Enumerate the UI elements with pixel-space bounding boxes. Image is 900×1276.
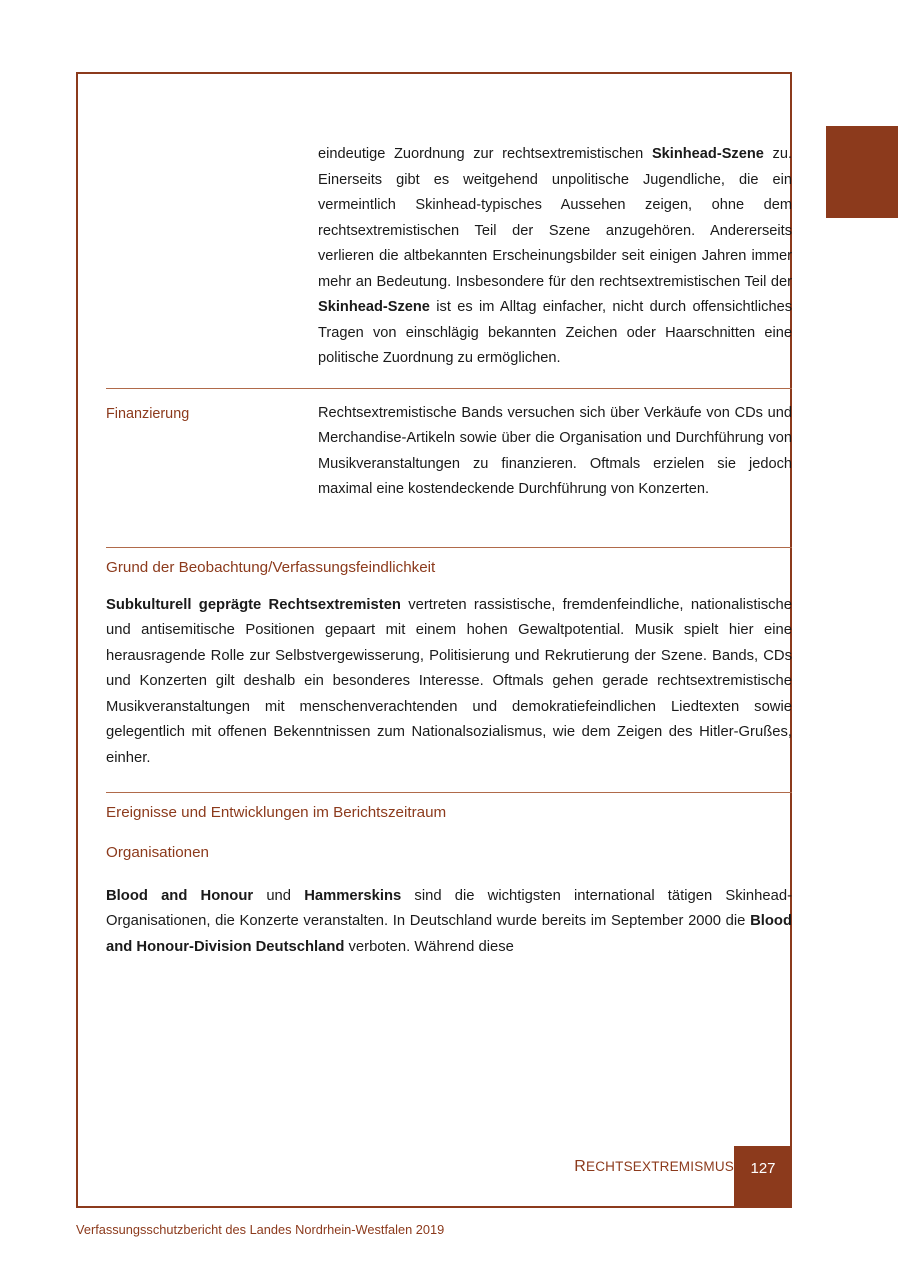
corner-accent-block xyxy=(826,126,898,218)
page-number-badge xyxy=(734,1146,792,1208)
top-paragraph xyxy=(318,142,792,372)
top-paragraph-part2: zu. Einerseits gibt es weitgehend unpolitische Jugendliche, die ein vermeintlich Skinhead-typisches Aussehen zeigen, ohne dem rechtsextremistischen Teil der Szene anzugehören. Andererseits verlieren die altbekannten Erscheinungsbilder seit einigen Jahren immer mehr an Bedeutung. Insbesondere für den rechtsextremistischen Teil der xyxy=(318,146,792,290)
grund-paragraph-rest: vertreten rassistische, fremdenfeindliche, nationalistische und antisemitische Positionen gepaart mit einem hohen Gewaltpotential. Musik spielt hier eine herausragende Rolle zur Selbstvergewisserung, Politisierung und Rekrutierung der Szene. Bands, CDs und Konzerten gilt deshalb ein besonderes Interesse. Oftmals gehen gerade rechtsextremistische Musikveranstaltungen mit menschenverachtenden und demokratiefeindlichen Liedtexten sowie gelegentlich mit offenen Bekenntnissen zum Nationalsozialismus, wie dem Zeigen des Hitler-Grußes, einher. xyxy=(106,596,792,767)
grund-heading: Grund der Beobachtung/Verfassungsfeindlichkeit xyxy=(106,558,436,576)
org-bold-division-deutschland: Blood and Honour-Division Deutschland xyxy=(106,913,792,955)
finanzierung-block xyxy=(106,401,792,503)
top-paragraph-part3: ist es im Alltag einfacher, nicht durch offensichtliches Tragen von einschlägig bekannten Zeichen oder Haarschnitten eine politische Zuordnung zu ermöglichen. xyxy=(318,299,792,366)
top-paragraph-bold2: Skinhead-Szene xyxy=(318,299,430,315)
report-footer-note: Verfassungsschutzbericht des Landes Nordrhein-Westfalen 2019 xyxy=(76,1222,445,1237)
top-paragraph-bold1: Skinhead-Szene xyxy=(651,146,764,162)
org-mid1: und xyxy=(253,887,305,904)
chapter-footer-label xyxy=(106,1158,734,1176)
ereignisse-heading: Ereignisse und Entwicklungen im Berichtszeitraum xyxy=(106,803,447,821)
page-number: 127 xyxy=(750,1160,776,1177)
org-bold-blood-and-honour: Blood and Honour xyxy=(106,887,254,904)
organisationen-paragraph xyxy=(106,884,792,961)
finanzierung-label: Finanzierung xyxy=(106,405,190,422)
grund-paragraph xyxy=(106,593,792,772)
org-bold-hammerskins: Hammerskins xyxy=(304,887,402,904)
page-content xyxy=(106,142,792,960)
organisationen-heading: Organisationen xyxy=(106,843,210,861)
finanzierung-text: Rechtsextremistische Bands versuchen sich über Verkäufe von CDs und Merchandise-Artikeln sowie über die Organisation und Durchführung von Musikveranstaltungen zu finanzieren. Oftmals erzielen sie jedoch maximal eine kostendeckende Durchführung von Konzerten. xyxy=(318,404,792,497)
org-mid2: sind die wichtigsten international tätigen Skinhead-Organisationen, die Konzerte veranstalten. In Deutschland wurde bereits im September 2000 die xyxy=(106,887,792,930)
org-mid3: verboten. Während diese xyxy=(344,938,514,955)
grund-paragraph-bold1: Subkulturell geprägte Rechtsextremisten xyxy=(106,596,401,613)
chapter-label-rest: ECHTSEXTREMISMUS xyxy=(586,1159,734,1174)
chapter-label-initial: R xyxy=(574,1158,587,1175)
top-paragraph-part1: eindeutige Zuordnung zur rechtsextremistischen xyxy=(318,146,652,162)
